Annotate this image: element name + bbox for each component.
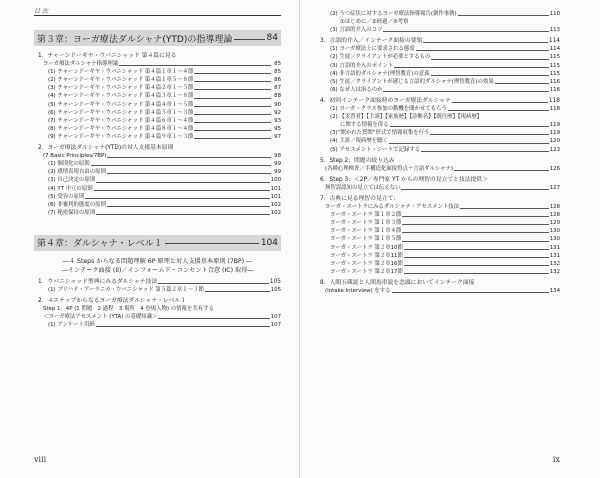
leader-line: [404, 249, 549, 250]
toc-section-6-cont[interactable]: [316, 184, 560, 192]
entry-label: (1) ヨーガ療法士に要求される態度: [330, 46, 415, 53]
leader-line: [416, 50, 549, 51]
entry-label: ヨーガ・スートラ 第２章11節: [330, 252, 403, 259]
section-title: 1．ウパニシャッド聖典にみるダルシャナ技法: [38, 278, 158, 285]
section-title: 6．Step 3：＜2P／専門家 YT からの理智の見立てと技法提供＞: [320, 176, 488, 183]
leader-line: [430, 134, 548, 135]
toc-list-s4-2: [34, 321, 281, 329]
leader-line: [107, 173, 271, 174]
entry-label: ヨーガ・スートラ 第２章17節: [330, 268, 403, 275]
section-title-cont: ヨーガ療法ダルシャナ指導理論: [43, 61, 119, 68]
toc-entry[interactable]: [34, 92, 281, 100]
leader-line: [383, 91, 548, 92]
page-number: 88: [274, 93, 281, 100]
entry-label: (5) チャーンドーギヤ・ウパニシャッド 第４篇４章１〜５節: [48, 101, 194, 108]
page-number: 129: [549, 220, 560, 227]
chapter-4-heading[interactable]: [34, 235, 281, 251]
leader-line: [96, 214, 270, 215]
section-title: 1．チャーンドーギヤ・ウパニシャッド 第４篇に見る: [38, 53, 177, 59]
toc-entry[interactable]: [34, 68, 281, 76]
toc-entry[interactable]: [316, 70, 560, 78]
toc-list-s1: [34, 68, 281, 141]
toc-entry[interactable]: [34, 193, 281, 201]
chapter-3-heading[interactable]: [34, 30, 281, 46]
leader-line: [119, 65, 271, 66]
leader-line: [431, 59, 548, 60]
entry-label: (4) 主訴／現病歴を聴く: [330, 138, 388, 145]
entry-label: (3)“開かれた質問”形式で情報収集を行う: [330, 130, 430, 137]
page-number: 85: [274, 69, 281, 76]
page-number: 98: [274, 153, 281, 160]
toc-entry[interactable]: [316, 227, 560, 235]
leader-line: [402, 224, 548, 225]
leader-line: [394, 67, 548, 68]
toc-entry[interactable]: [316, 211, 560, 219]
page-number: 118: [548, 97, 560, 104]
page-number: 85: [274, 61, 281, 68]
toc-entry[interactable]: [316, 268, 560, 276]
entry-label: ヨーガ・スートラ 第１章５節: [330, 236, 402, 243]
entry-label: (6) チャーンドーギヤ・ウパニシャッド 第４篇５章１〜３節: [48, 109, 194, 116]
toc-list-s4-1: [34, 286, 281, 294]
leader-line: [383, 31, 548, 32]
chapter-title: 第３章：ヨーガ療法ダルシャナ(YTD)の指導理論: [37, 34, 233, 45]
page-number: 92: [274, 109, 281, 116]
leader-line: [404, 257, 549, 258]
toc-entry[interactable]: [34, 101, 281, 109]
leader-line: [392, 292, 549, 293]
section-title-cont: Step 1：4P (1 問題 2 過程 3 場所 4 登場人物) の情報を共有する: [43, 306, 214, 313]
toc-entry[interactable]: [316, 78, 560, 86]
entry-label: (2) 【実習者】【主訴】【家族歴】【診断名】【既往歴】【現病歴】: [330, 114, 483, 121]
page-number: 114: [549, 46, 560, 53]
leader-line: [448, 110, 549, 111]
entry-label: (3) チャーンドーギヤ・ウパニシャッド 第４篇２章１〜５節: [48, 85, 194, 92]
leader-line: [107, 206, 270, 207]
leader-line: [389, 143, 549, 144]
running-head: 目 次: [34, 8, 48, 15]
page-number: 130: [549, 228, 560, 235]
toc-section-2-cont[interactable]: [34, 152, 281, 160]
entry-label: に関する情報を得る: [340, 122, 389, 129]
leader-line: [401, 189, 548, 190]
page-number: 105: [270, 286, 281, 293]
entry-label: (2) 生徒／クライアントが必要とするもの: [330, 54, 431, 61]
leader-line: [194, 130, 271, 131]
toc-section-5[interactable]: [316, 157, 560, 165]
leader-line: [194, 114, 271, 115]
entry-label: (2) うつ症状に対するヨーガ療法指導報告(創作事例): [330, 11, 457, 17]
entry-label: (5) 受容の原則: [48, 193, 85, 200]
toc-entry[interactable]: [316, 62, 560, 70]
page-number: 119: [549, 122, 560, 129]
entry-label: (1) ヨーガ・クラス参加の動機を聞かせてもらう: [330, 106, 447, 113]
leader-line: [194, 122, 271, 123]
leader-line: [91, 165, 271, 166]
toc-list-s4: [316, 105, 560, 154]
page-number: 116: [549, 78, 560, 85]
page-number: 123: [549, 146, 560, 153]
entry-label: (3) 言語的介入のポイント: [330, 62, 394, 69]
entry-label: (8) チャーンドーギヤ・ウパニシャッド 第４篇８章１〜４節: [48, 125, 194, 132]
page-number: 86: [274, 77, 281, 84]
toc-entry[interactable]: [316, 244, 560, 252]
leader-line: [234, 39, 264, 40]
toc-entry[interactable]: [316, 137, 560, 145]
toc-entry[interactable]: [34, 117, 281, 125]
section-title: 7．古典に見る理智の見立て：: [320, 195, 400, 202]
toc-entry[interactable]: [34, 76, 281, 84]
toc-entry[interactable]: [316, 26, 560, 34]
page-number: 93: [274, 117, 281, 124]
leader-line: [194, 81, 271, 82]
entry-label: (7) 秘密保持の原則: [48, 209, 96, 216]
page-number: 116: [549, 86, 560, 93]
entry-label: (3) 言語的介入のコツ: [330, 27, 383, 34]
toc-section-1-cont[interactable]: [34, 60, 281, 68]
toc-section-4-2-step[interactable]: [34, 305, 281, 313]
page-folio: viii: [34, 455, 47, 464]
page-number: 118: [549, 106, 560, 113]
leader-line: [390, 126, 549, 127]
toc-section-8-cont[interactable]: [316, 287, 560, 295]
section-title: 2．ヨーガ療法ダルシャナ(YTD)の対人支援基本原則: [38, 145, 174, 152]
toc-entry[interactable]: [34, 160, 281, 168]
leader-line: [194, 138, 271, 139]
entry-label: (2) チャーンドーギヤ・ウパニシャッド 第４篇１章５〜８節: [48, 77, 194, 84]
entry-label: (1) チャーンドーギヤ・ウパニシャッド 第４篇１章１〜４節: [48, 69, 194, 76]
page-number: 131: [549, 244, 560, 251]
leader-line: [402, 232, 548, 233]
page-number: 101: [270, 185, 281, 192]
entry-label: ヨーガ・スートラ 第１章３節: [330, 220, 402, 227]
toc-entry[interactable]: [316, 235, 560, 243]
entry-label: ヨーガ・スートラ 第１章２節: [330, 212, 402, 219]
toc-entry[interactable]: [34, 201, 281, 209]
page-number: 99: [274, 169, 281, 176]
section-title-cont: (各種心理検査／半構造化面接得点＋言語ダルシャナ): [325, 165, 453, 172]
leader-line: [94, 190, 270, 191]
toc-section-6[interactable]: [316, 176, 560, 184]
leader-line: [194, 98, 271, 99]
toc-entry[interactable]: [316, 260, 560, 268]
page-number: 102: [270, 201, 281, 208]
page-number: 107: [270, 314, 281, 321]
entry-label: (7) チャーンドーギヤ・ウパニシャッド 第４篇６章１〜４節: [48, 117, 194, 124]
chapter-subtitle-2: ―インテーク面接 (II)／インフォームド・コンセント合意 (IC) 取得―: [61, 266, 254, 274]
chapter-subtitle-1: ―４ Steps からなる問題理解 6P 原理と対人支援基本原則 (7BP) ―: [62, 257, 253, 265]
section-title: 3．言語的介入／インテーク面接の要領: [320, 38, 423, 45]
leader-line: [423, 42, 548, 43]
toc-entry[interactable]: [34, 286, 281, 294]
toc-list-s3: [316, 45, 560, 94]
leader-line: [404, 273, 549, 274]
leader-line: [495, 83, 549, 84]
toc-section-1[interactable]: [34, 52, 281, 60]
toc-entry[interactable]: [316, 10, 560, 18]
page-number: 115: [549, 70, 560, 77]
entry-label: (4) チャーンドーギヤ・ウパニシャッド 第４篇３章１〜８節: [48, 93, 194, 100]
toc-entry[interactable]: [316, 53, 560, 61]
section-title-cont: ヨーガ・スートラにみるダルシャナ・アセスメント技法: [325, 204, 460, 211]
header-rule: [34, 15, 281, 16]
toc-entry[interactable]: [34, 168, 281, 176]
page-number: 132: [549, 260, 560, 267]
page-number: 128: [549, 212, 560, 219]
chapter-page: 84: [266, 33, 278, 43]
entry-label: ヨーガ・スートラ 第２章16節: [330, 260, 403, 267]
page-number: 87: [274, 85, 281, 92]
leader-line: [158, 318, 269, 319]
entry-label: ヨーガ・スートラ 第２章10節: [330, 244, 403, 251]
leader-line: [194, 106, 271, 107]
page-number: 131: [549, 252, 560, 259]
section-title-cont: (Intake Interview) をする: [325, 288, 391, 294]
page-number: 101: [270, 193, 281, 200]
toc-section-8[interactable]: [316, 279, 560, 287]
section-title: 4．初回インテーク面接時のヨーガ療法ダルシャナ: [320, 97, 451, 104]
toc-entry[interactable]: [34, 185, 281, 193]
toc-section-4-2-yta[interactable]: [34, 313, 281, 321]
toc-entry[interactable]: [34, 133, 281, 141]
toc-entry[interactable]: [316, 113, 560, 121]
toc-entry[interactable]: [316, 86, 560, 94]
page-number: 95: [274, 125, 281, 132]
section-title-cont: ＜ヨーガ療法アセスメント (YTA) の基礎知識＞: [43, 314, 158, 321]
leader-line: [194, 89, 271, 90]
page-number: 115: [549, 62, 560, 69]
entry-label: (6) 非審判的態度の原則: [48, 201, 106, 208]
toc-section-3[interactable]: [316, 37, 560, 45]
toc-section-7-cont[interactable]: [316, 203, 560, 211]
leader-line: [107, 157, 271, 158]
toc-entry[interactable]: [34, 321, 281, 329]
leader-line: [165, 243, 259, 244]
chapter-page: 104: [260, 237, 278, 248]
page-number: 127: [549, 184, 560, 191]
toc-entry[interactable]: [316, 219, 560, 227]
entry-label: (9) チャーンドーギヤ・ウパニシャッド 第４篇９章１〜３節: [48, 133, 194, 140]
toc-entry[interactable]: [316, 129, 560, 137]
entry-label: ヨーガ・スートラ 第１章４節: [330, 228, 402, 235]
toc-section-4-1[interactable]: [34, 278, 281, 286]
toc-entry[interactable]: [34, 109, 281, 117]
leader-line: [454, 170, 549, 171]
entry-label: (5) アセスメント・シートで記録する: [330, 146, 421, 153]
leader-line: [85, 198, 269, 199]
page-number: 130: [549, 236, 560, 243]
page-number: 100: [270, 177, 281, 184]
toc-section-7[interactable]: [316, 195, 560, 203]
leader-line: [205, 291, 270, 292]
toc-entry[interactable]: [316, 18, 560, 26]
entry-label: (4) YT 中立の原則: [48, 185, 93, 192]
leader-line: [96, 326, 270, 327]
page-number: 119: [549, 130, 560, 137]
toc-entry[interactable]: [34, 209, 281, 217]
entry-label: (2) 感情表現自由の原則: [48, 169, 106, 176]
toc-list-continued: [316, 10, 560, 34]
section-title: 5．Step 2：問題の絞り込み: [320, 157, 395, 164]
toc-section-4-2[interactable]: [34, 297, 281, 305]
entry-label: (6) なぜ人は治るのか: [330, 86, 383, 93]
page-number: 107: [270, 322, 281, 329]
toc-entry[interactable]: [316, 105, 560, 113]
toc-entry[interactable]: [316, 121, 560, 129]
toc-entry[interactable]: [34, 125, 281, 133]
section-title: 2．４ステップからなるヨーガ療法ダルシャナ・レベル１: [38, 298, 187, 305]
leader-line: [158, 283, 269, 284]
page-number: 113: [549, 27, 560, 34]
toc-section-5-cont[interactable]: [316, 165, 560, 173]
page-number: 102: [270, 209, 281, 216]
toc-list-s2: [34, 160, 281, 217]
chapter-title: 第４章：ダルシャナ・レベル１: [37, 239, 163, 250]
leader-line: [458, 15, 549, 16]
toc-entry[interactable]: [34, 176, 281, 184]
section-title: 8．人間五蔵説と人間馬車説を念頭においてインテーク面接: [320, 279, 475, 286]
section-title-cont: 無智誤認知の見立ては伝えない: [325, 184, 401, 191]
toc-section-2[interactable]: [34, 144, 281, 152]
leader-line: [402, 216, 548, 217]
leader-line: [431, 75, 549, 76]
page-number: 105: [269, 278, 281, 285]
leader-line: [460, 208, 549, 209]
leader-line: [402, 241, 548, 242]
page-number: 90: [274, 101, 281, 108]
page-number: 128: [549, 204, 560, 211]
leader-line: [96, 182, 270, 183]
page-number: 134: [549, 288, 560, 294]
entry-label: (1) ブリハド・アーラニカ・ウパニシャッド 第５篇２章１〜３節: [48, 286, 204, 293]
page-number: 114: [548, 38, 560, 45]
page-number: 97: [274, 133, 281, 140]
entry-label: (1) 個別化の原則: [48, 161, 90, 168]
toc-list-s7: [316, 211, 560, 276]
page-number: 126: [549, 165, 560, 172]
toc-section-4[interactable]: [316, 97, 560, 105]
entry-label: (5) 生徒／クライアントが感じる言語的ダルシャナ(理智教育)の効果: [330, 78, 494, 85]
page-number: 110: [549, 11, 560, 17]
leader-line: [404, 265, 549, 266]
toc-entry[interactable]: [316, 252, 560, 260]
page-number: 132: [549, 268, 560, 275]
section-title-cont: (7 Basic Principles/7BP): [43, 153, 107, 160]
entry-label: (3) 自己決定の原則: [48, 177, 96, 184]
page-number: 99: [274, 161, 281, 168]
leader-line: [452, 102, 548, 103]
entry-label: ①はじめに／②経過／③考察: [340, 19, 409, 26]
leader-line: [194, 73, 271, 74]
leader-line: [421, 151, 549, 152]
page-folio: ix: [552, 455, 560, 464]
toc-entry[interactable]: [316, 45, 560, 53]
toc-entry[interactable]: [34, 84, 281, 92]
right-page: [300, 0, 600, 478]
entry-label: (4) 非言語的ダルシャナ(理智教育)の意義: [330, 70, 430, 77]
page-number: 115: [549, 54, 560, 61]
page-number: 120: [549, 138, 560, 145]
entry-label: (1) アンケート用紙: [48, 322, 95, 329]
toc-entry[interactable]: [316, 146, 560, 154]
